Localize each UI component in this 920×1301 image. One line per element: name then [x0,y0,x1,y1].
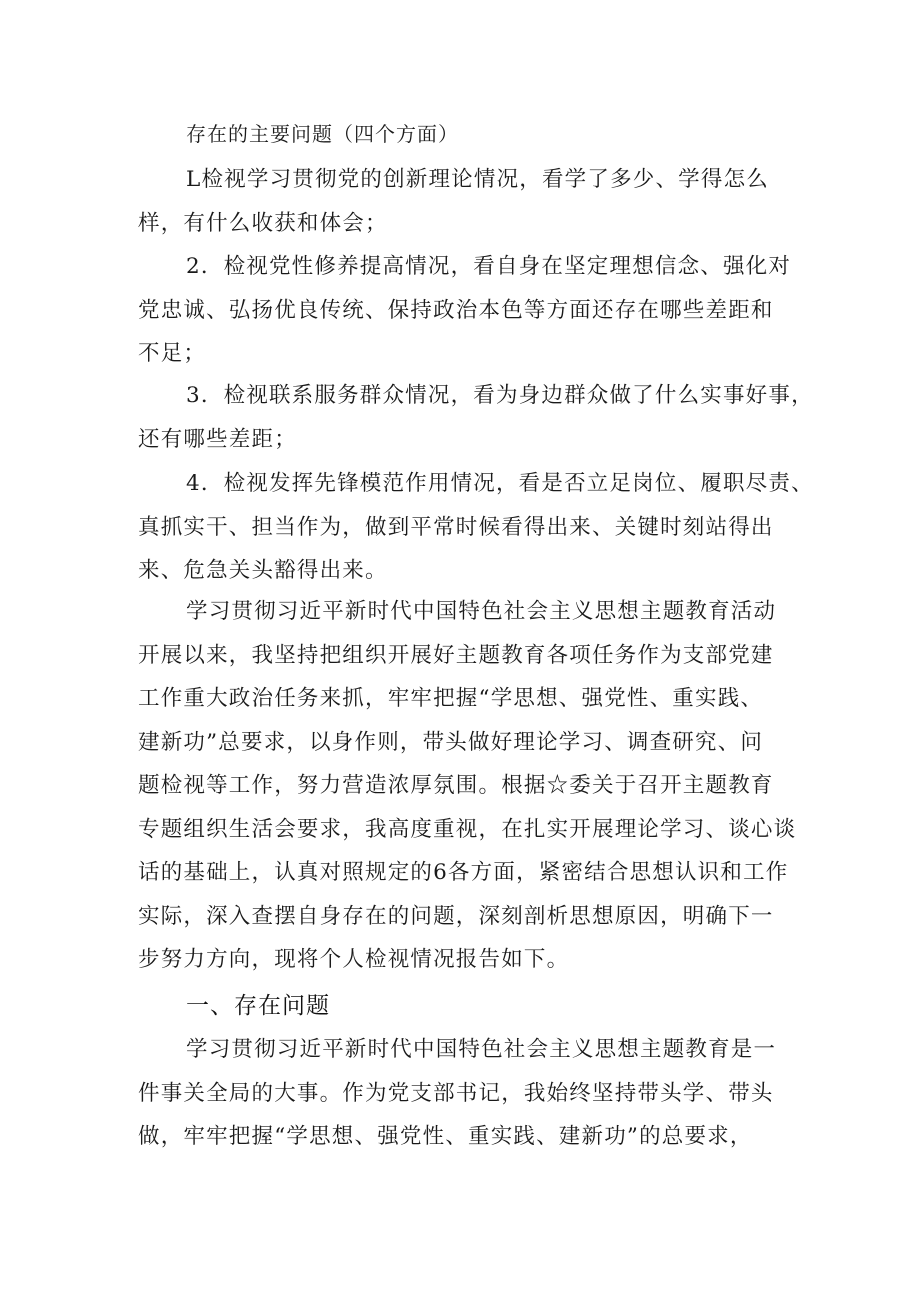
intro-title: 存在的主要问题（四个方面） [186,122,459,146]
item-1 [138,158,798,245]
section-line: 件事关全局的大事。作为党支部书记，我始终坚持带头学、带头 [138,1080,774,1106]
item-3 [138,374,814,461]
item-2-line-1: 2．检视党性修养提高情况，看自身在坚定理想信念、强化对 [186,254,792,279]
background-line: 专题组织生活会要求，我高度重视，在扎实开展理论学习、谈心谈 [138,816,797,842]
item-3-line-2: 还有哪些差距； [138,426,297,452]
item-2-line-3: 不足； [138,341,207,366]
background-line: 工作重大政治任务来抓，牢牢把握“学思想、强党性、重实践、 [138,686,764,711]
item-2 [138,245,798,376]
item-4-line-2: 真抓实干、担当作为，做到平常时候看得出来、关键时刻站得出 [138,514,774,540]
background-line: 话的基础上，认真对照规定的6各方面，紧密结合思想认识和工作 [138,860,789,885]
background-line: 建新功”总要求，以身作则，带头做好理论学习、调查研究、问 [138,729,764,755]
item-4-line-1: 4．检视发挥先锋模范作用情况，看是否立足岗位、履职尽责、 [186,471,814,496]
section-heading: 一、存在问题 [186,993,330,1019]
item-4 [138,462,814,593]
section-line: 做，牢牢把握“学思想、强党性、重实践、建新功”的总要求， [138,1124,753,1149]
section-paragraph [138,1028,798,1159]
background-line: 题检视等工作，努力营造浓厚氛围。根据☆委关于召开主题教育 [138,773,774,798]
background-line: 步努力方向，现将个人检视情况报告如下。 [138,947,570,972]
item-1-line-2: 样，有什么收获和体会； [138,210,388,236]
background-line: 实际，深入查摆自身存在的问题，深刻剖析思想原因，明确下一 [138,903,774,929]
background-paragraph [138,590,798,982]
background-line: 学习贯彻习近平新时代中国特色社会主义思想主题教育活动 [186,599,777,624]
item-4-line-3: 来、危急关头豁得出来。 [138,558,388,583]
item-1-line-1: L检视学习贯彻党的创新理论情况，看学了多少、学得怎么 [186,167,769,192]
item-3-line-1: 3．检视联系服务群众情况，看为身边群众做了什么实事好事， [186,383,814,408]
section-line: 学习贯彻习近平新时代中国特色社会主义思想主题教育是一 [186,1037,777,1062]
background-line: 开展以来，我坚持把组织开展好主题教育各项任务作为支部党建 [138,642,774,668]
item-2-line-2: 党忠诚、弘扬优良传统、保持政治本色等方面还存在哪些差距和 [138,297,774,323]
